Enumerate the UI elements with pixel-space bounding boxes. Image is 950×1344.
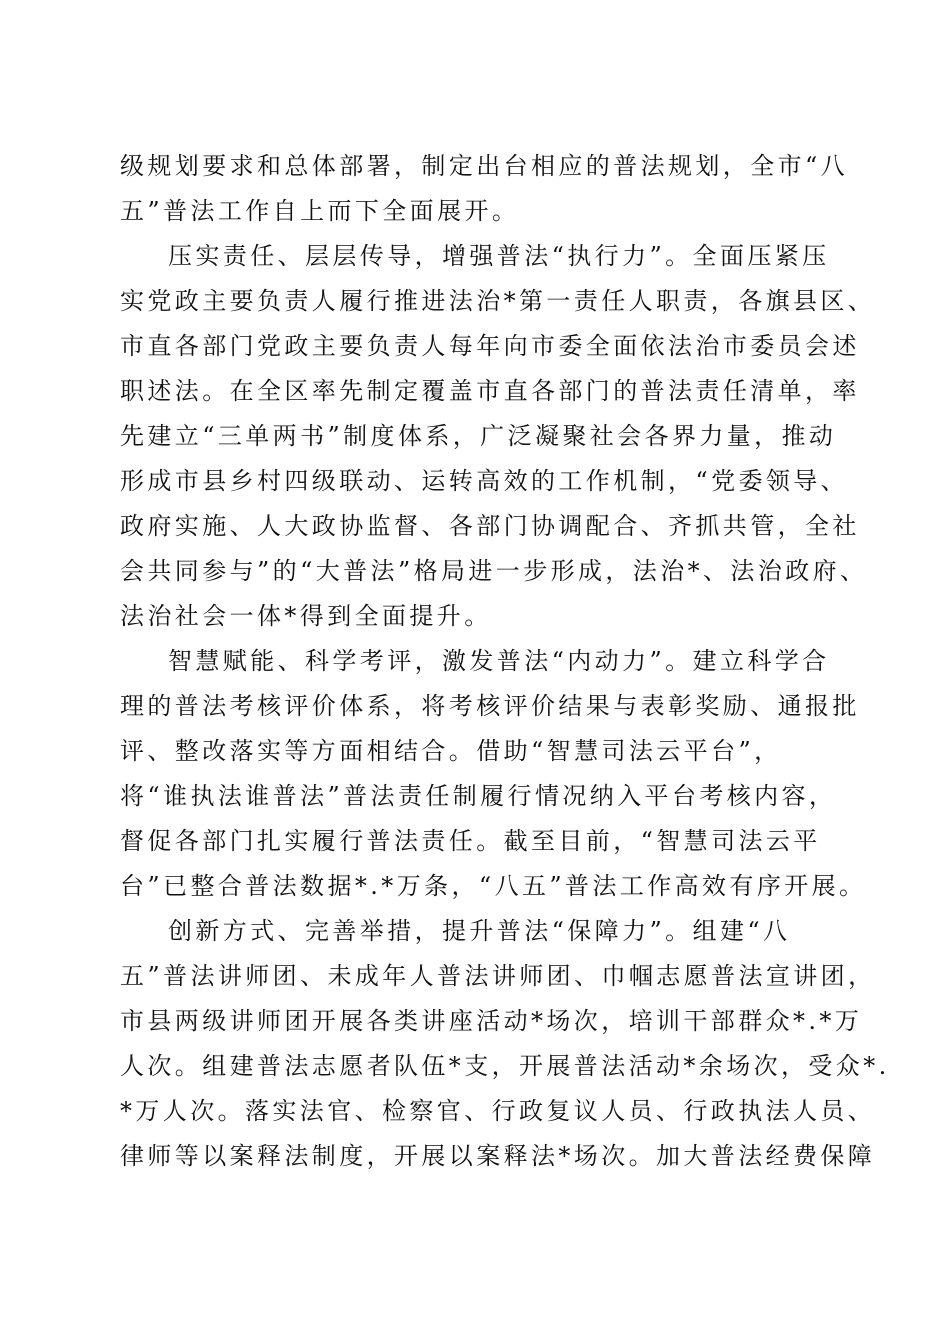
- text-line: 政府实施、人大政协监督、各部门协调配合、齐抓共管，全社: [120, 512, 860, 540]
- text-line: 形成市县乡村四级联动、运转高效的工作机制，“党委领导、: [120, 467, 849, 495]
- text-line: 人次。组建普法志愿者队伍*支，开展普法活动*余场次，受众*.: [120, 1052, 890, 1080]
- text-line: 将“谁执法谁普法”普法责任制履行情况纳入平台考核内容，: [120, 782, 837, 810]
- text-line: 律师等以案释法制度，开展以案释法*场次。加大普法经费保障: [120, 1142, 876, 1170]
- text-line: 会共同参与”的“大普法”格局进一步形成，法治*、法治政府、: [120, 557, 868, 585]
- text-line: 实党政主要负责人履行推进法治*第一责任人职责，各旗县区、: [120, 287, 876, 315]
- text-line: 理的普法考核评价体系，将考核评价结果与表彰奖励、通报批: [120, 692, 860, 720]
- text-line: 市直各部门党政主要负责人每年向市委全面依法治市委员会述: [120, 332, 860, 360]
- paragraph-heading-line: 创新方式、完善举措，提升普法“保障力”。组建“八: [168, 917, 791, 945]
- text-line: 法治社会一体*得到全面提升。: [120, 602, 492, 630]
- paragraph-heading-line: 智慧赋能、科学考评，激发普法“内动力”。建立科学合: [168, 647, 830, 675]
- text-line: 级规划要求和总体部署，制定出台相应的普法规划，全市“八: [120, 152, 849, 180]
- text-line: *万人次。落实法官、检察官、行政复议人员、行政执法人员、: [120, 1097, 876, 1125]
- text-line: 职述法。在全区率先制定覆盖市直各部门的普法责任清单，率: [120, 377, 860, 405]
- text-line: 督促各部门扎实履行普法责任。截至目前，“智慧司法云平: [120, 827, 821, 855]
- text-line: 五”普法工作自上而下全面展开。: [120, 197, 520, 225]
- text-line: 先建立“三单两书”制度体系，广泛凝聚社会各界力量，推动: [120, 422, 837, 450]
- text-line: 台”已整合普法数据*.*万条，“八五”普法工作高效有序开展。: [120, 872, 867, 900]
- paragraph-heading-line: 压实责任、层层传导，增强普法“执行力”。全面压紧压: [168, 242, 830, 270]
- text-line: 五”普法讲师团、未成年人普法讲师团、巾帼志愿普法宣讲团，: [120, 962, 876, 990]
- text-line: 市县两级讲师团开展各类讲座活动*场次，培训干部群众*.*万: [120, 1007, 863, 1035]
- text-line: 评、整改落实等方面相结合。借助“智慧司法云平台”，: [120, 737, 782, 765]
